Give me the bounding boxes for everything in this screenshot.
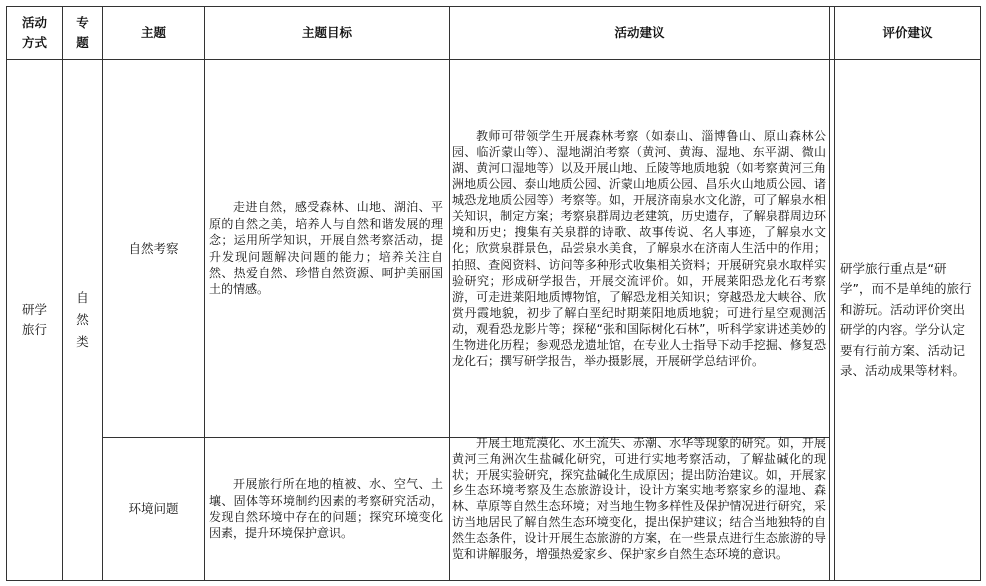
row1-theme-text: 自然考察 [128, 240, 179, 256]
row2-goal [209, 438, 443, 580]
header-topic [63, 7, 102, 59]
row1-goal-text: 走进自然，感受森林、山地、湖泊、平原的自然之美，培养人与自然和谐发展的理念；运用所学知识，开展自然考察活动，提升发现问题解决问题的能力；培养关注自然、热爱自然、珍惜自然资源、呵护美丽国土的情感。 [209, 200, 443, 297]
row1-suggest-text: 教师可带领学生开展森林考察（如泰山、淄博鲁山、原山森林公园、临沂蒙山等）、湿地湖泊考察（黄河、黄海、湿地、东平湖、微山湖、黄河口湿地等）以及开展山地、丘陵等地质地貌（如考察黄河三角洲地质公园、泰山地质公园、沂蒙山地质公园、昌乐火山地质公园、诸城恐龙地质公园等）考察等。如，开展济南泉水文化游，可了解泉水相关知识，制定方案；考察泉群周边老建筑，历史遗存，了解泉群周边环境和历史；搜集有关泉群的诗歌、故事传说、名人事迹，了解泉水文化；欣赏泉群景色，品尝泉水美食，了解泉水在济南人生活中的作用；拍照、查阅资料、访问等多种形式收集相关资料；开展研究泉水取样实验研究；形成研学报告，开展交流评价。如，开展莱阳恐龙化石考察游，可走进莱阳地质博物馆，了解恐龙相关知识；穿越恐龙大峡谷、欣赏丹霞地貌，初步了解白垩纪时期莱阳地质地貌；可进行星空观测活动，观看恐龙影片等；探秘“张和国际树化石林”，听科学家讲述美妙的生物进化历程；参观恐龙遗址馆，在专业人士指导下动手挖掘、修复恐龙化石；撰写研学报告，举办摄影展，开展研学总结评价。 [452, 128, 826, 369]
header-mode [7, 7, 62, 59]
topic-value: 自然类 [76, 290, 89, 349]
row2-theme [103, 438, 204, 580]
header-eval [835, 7, 980, 59]
header-suggest-text: 活动建议 [614, 25, 665, 40]
header-suggest [450, 7, 829, 59]
topic-cell [63, 60, 102, 580]
eval-text: 研学旅行重点是“研学”，而不是单纯的旅行和游玩。活动评价突出研学的内容。学分认定要有行前方案、活动记录、活动成果等材料。 [840, 260, 972, 378]
col-line-5b [834, 6, 835, 581]
mode-cell [7, 60, 62, 580]
col-line-6 [980, 6, 981, 581]
header-eval-text: 评价建议 [882, 25, 933, 40]
row2-theme-text: 环境问题 [128, 501, 179, 516]
header-topic-text: 专题 [76, 15, 89, 50]
header-theme [103, 7, 204, 59]
header-mode-text: 活动方式 [21, 15, 47, 50]
col-line-4 [449, 6, 450, 581]
header-theme-text: 主题 [140, 25, 166, 40]
row2-suggest-text: 开展土地荒漠化、水土流失、赤潮、水华等现象的研究。如，开展黄河三角洲次生盐碱化研究，可进行实地考察活动，了解盐碱化的现状；开展实验研究，探究盐碱化生成原因；提出防治建议。如，开展家乡生态环境考察及生态旅游设计，设计方案实地考察家乡的湿地、森林、草原等自然生态环境；对当地生物多样性及保护情况进行研究，采访当地居民了解自然生态环境变化，提出保护建议；结合当地独特的自然生态条件，设计开展生态旅游的方案，在一些景点进行生态旅游的导览和讲解服务，增强热爱家乡、保护家乡自然生态环境的意识。 [452, 436, 826, 561]
row1-suggest [452, 60, 826, 437]
mode-value: 研学旅行 [21, 302, 47, 337]
eval-cell [840, 60, 976, 580]
header-goal-text: 主题目标 [301, 25, 352, 40]
row1-theme [103, 60, 204, 437]
col-line-3 [204, 6, 205, 581]
row1-goal [209, 60, 443, 437]
row2-suggest [452, 436, 826, 580]
row2-goal-text: 开展旅行所在地的植被、水、空气、土壤、固体等环境制约因素的考察研究活动，发现自然环境中存在的问题；探究环境变化因素，提升环境保护意识。 [209, 477, 443, 541]
col-line-5a [829, 6, 830, 581]
header-goal [205, 7, 449, 59]
